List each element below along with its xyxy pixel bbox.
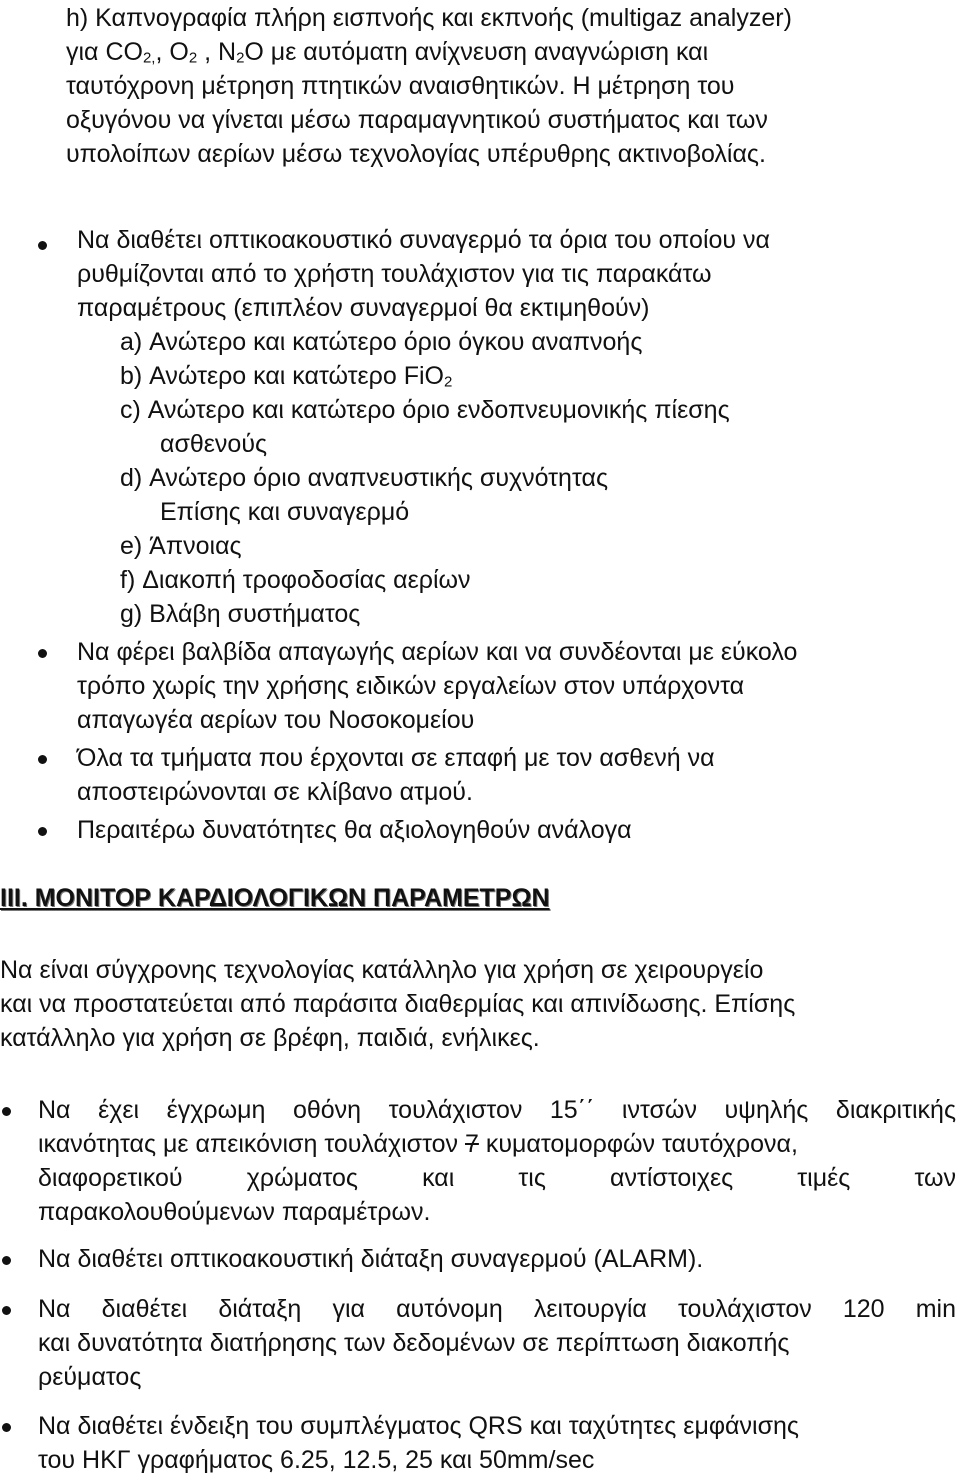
bullet-icon bbox=[2, 1256, 11, 1265]
alarm-line-1: Να διαθέτει οπτικοακουστικό συναγερμό τα όρια του οποίου να bbox=[77, 226, 770, 254]
alarm-item-e: e) Άπνοιας bbox=[120, 532, 242, 560]
intro-line-1: h) Καπνογραφία πλήρη εισπνοής και εκπνοής (multigaz analyzer) bbox=[66, 4, 792, 32]
screen-line-1: Να έχει έγχρωμη οθόνη τουλάχιστον 15΄΄ ιντσών υψηλής διακριτικής bbox=[38, 1096, 956, 1124]
intro-line-3: ταυτόχρονη μέτρηση πτητικών αναισθητικών. Η μέτρηση του bbox=[66, 72, 735, 100]
bullet-icon bbox=[2, 1107, 11, 1116]
valve-line-2: τρόπο χωρίς την χρήσης ειδικών εργαλείων στον υπάρχοντα bbox=[77, 672, 745, 700]
alarm-item-c: c) Ανώτερο και κατώτερο όριο ενδοπνευμονικής πίεσης bbox=[120, 396, 730, 424]
alarm-line-3: παραμέτρους (επιπλέον συναγερμοί θα εκτιμηθούν) bbox=[77, 294, 650, 322]
steril-line-1: Όλα τα τμήματα που έρχονται σε επαφή με τον ασθενή να bbox=[77, 744, 715, 772]
bullet-icon bbox=[38, 649, 47, 658]
screen-line-2-start: ικανότητας με απεικόνιση τουλάχιστον bbox=[38, 1130, 465, 1158]
alarm-also: Επίσης και συναγερμό bbox=[160, 498, 410, 526]
autonomy-line-1: Να διαθέτει διάταξη για αυτόνομη λειτουργία τουλάχιστον 120 min bbox=[38, 1295, 956, 1323]
alarm-line-2: ρυθμίζονται από το χρήστη τουλάχιστον για τις παρακάτω bbox=[77, 260, 712, 288]
alarm-item-b bbox=[120, 364, 452, 389]
bullet-icon bbox=[38, 755, 47, 764]
intro-line-4: οξυγόνου να γίνεται μέσω παραμαγνητικού συστήματος και των bbox=[66, 106, 768, 134]
co-subscript: 2, bbox=[142, 49, 156, 67]
bullet-icon bbox=[2, 1306, 11, 1315]
intro-n-text: , N bbox=[197, 38, 237, 66]
qrs-line-2: του ΗΚΓ γραφήματος 6.25, 12.5, 25 και 50mm/sec bbox=[38, 1446, 595, 1474]
screen-line-3: διαφορετικού χρώματος και τις αντίστοιχες τιμές των bbox=[38, 1164, 956, 1192]
further-line: Περαιτέρω δυνατότητες θα αξιολογηθούν ανάλογα bbox=[77, 816, 632, 844]
alarm-item-a: a) Ανώτερο και κατώτερο όριο όγκου αναπνοής bbox=[120, 328, 643, 356]
monitor-para-line-3: κατάλληλο για χρήση σε βρέφη, παιδιά, ενήλικες. bbox=[0, 1024, 540, 1052]
n-subscript: 2 bbox=[236, 49, 245, 67]
alarm-item-c-cont: ασθενούς bbox=[160, 430, 268, 458]
alarm-item-b-text: b) Ανώτερο και κατώτερο FiO bbox=[120, 362, 444, 390]
bullet-icon bbox=[2, 1423, 11, 1432]
autonomy-line-2: και δυνατότητα διατήρησης των δεδομένων σε περίπτωση διακοπής bbox=[38, 1329, 790, 1357]
screen-line-2 bbox=[38, 1132, 798, 1157]
fio-subscript: 2 bbox=[444, 373, 453, 391]
autonomy-line-3: ρεύματος bbox=[38, 1363, 142, 1391]
intro-co-text: για CO bbox=[66, 38, 143, 66]
screen-line-2-end: κυματομορφών ταυτόχρονα, bbox=[478, 1130, 798, 1158]
monitor-para-line-1: Να είναι σύγχρονης τεχνολογίας κατάλληλο για χρήση σε χειρουργείο bbox=[0, 956, 764, 984]
alarm-item-d: d) Ανώτερο όριο αναπνευστικής συχνότητας bbox=[120, 464, 608, 492]
alarm-display-line: Να διαθέτει οπτικοακουστική διάταξη συναγερμού (ALARM). bbox=[38, 1245, 704, 1273]
valve-line-3: απαγωγέα αερίων του Νοσοκομείου bbox=[77, 706, 475, 734]
waveform-count: 7 bbox=[464, 1130, 479, 1158]
screen-line-4: παρακολουθούμενων παραμέτρων. bbox=[38, 1198, 431, 1226]
intro-line-5: υπολοίπων αερίων μέσω τεχνολογίας υπέρυθρης ακτινοβολίας. bbox=[66, 140, 766, 168]
intro-o-text: , O bbox=[155, 38, 189, 66]
section-heading: III. ΜΟΝΙΤΟΡ ΚΑΡΔΙΟΛΟΓΙΚΩΝ ΠΑΡΑΜΕΤΡΩΝ bbox=[0, 884, 550, 912]
steril-line-2: αποστειρώνονται σε κλίβανο ατμού. bbox=[77, 778, 473, 806]
intro-line-2 bbox=[66, 40, 708, 65]
alarm-item-g: g) Βλάβη συστήματος bbox=[120, 600, 361, 628]
monitor-para-line-2: και να προστατεύεται από παράσιτα διαθερμίας και απινίδωσης. Επίσης bbox=[0, 990, 796, 1018]
bullet-icon bbox=[38, 827, 47, 836]
o-subscript: 2 bbox=[188, 49, 198, 67]
alarm-item-f: f) Διακοπή τροφοδοσίας αερίων bbox=[120, 566, 471, 594]
qrs-line-1: Να διαθέτει ένδειξη του συμπλέγματος QRS και ταχύτητες εμφάνισης bbox=[38, 1412, 799, 1440]
valve-line-1: Να φέρει βαλβίδα απαγωγής αερίων και να συνδέονται με εύκολο bbox=[77, 638, 798, 666]
bullet-icon bbox=[38, 241, 47, 250]
intro-line-2-rest: O με αυτόματη ανίχνευση αναγνώριση και bbox=[244, 38, 709, 66]
